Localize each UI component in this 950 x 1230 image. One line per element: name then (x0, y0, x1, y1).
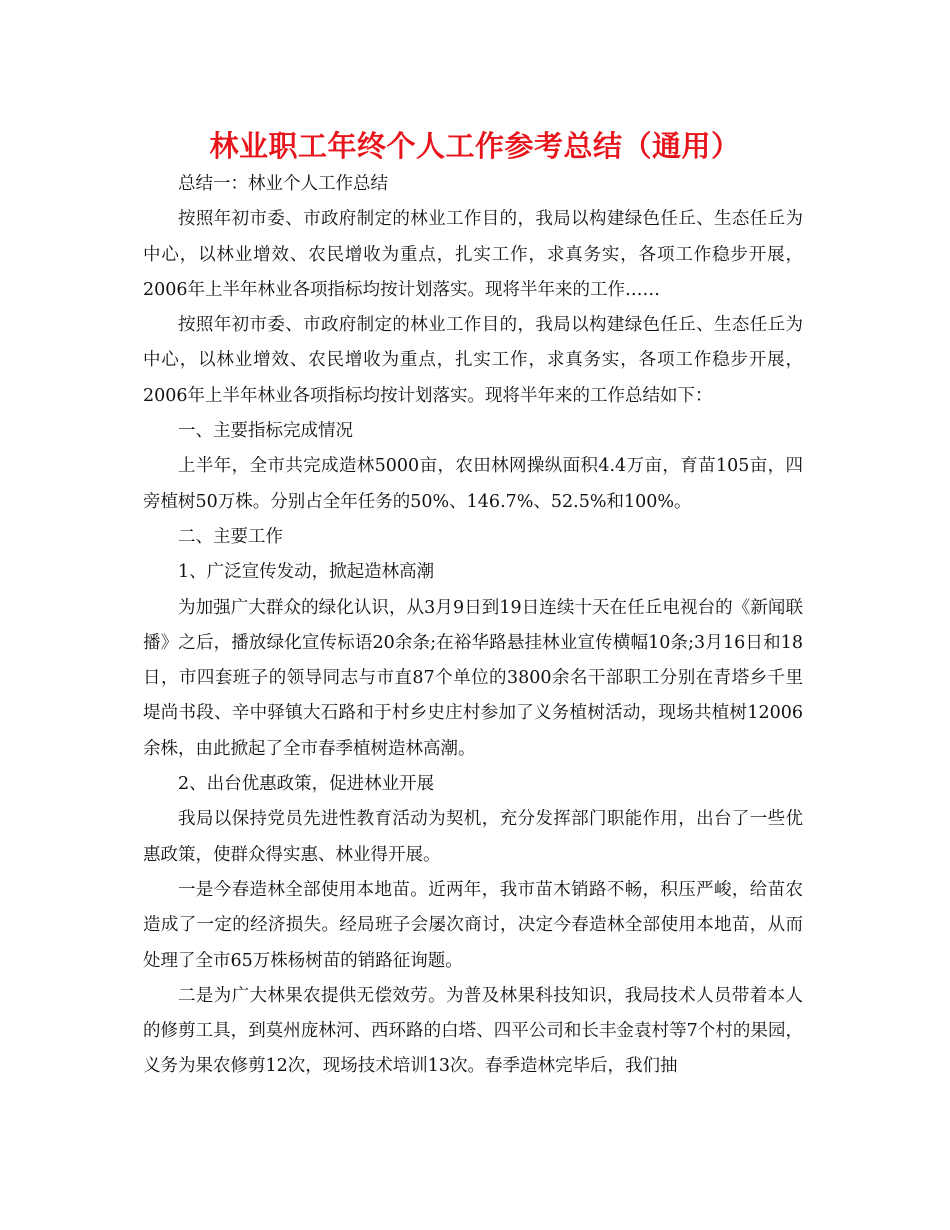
paragraph: 为加强广大群众的绿化认识，从3月9日到19日连续十天在任丘电视台的《新闻联播》之后，播放绿化宣传标语20余条;在裕华路悬挂林业宣传横幅10条;3月16日和18日，市四套班子的领导同志与市直87个单位的3800余名干部职工分别在青塔乡千里堤尚书段、辛中驿镇大石路和于村乡史庄村参加了义务植树活动，现场共植树12006余株，由此掀起了全市春季植树造林高潮。 (143, 597, 803, 759)
paragraph: 上半年，全市共完成造林5000亩，农田林网操纵面积4.4万亩，育苗105亩，四旁植树50万株。分别占全年任务的50%、146.7%、52.5%和100%。 (143, 456, 803, 512)
section-heading: 二、主要工作 (178, 526, 283, 547)
section-heading: 总结一：林业个人工作总结 (178, 174, 388, 194)
paragraph: 按照年初市委、市政府制定的林业工作目的，我局以构建绿色任丘、生态任丘为中心，以林业增效、农民增收为重点，扎实工作，求真务实，各项工作稳步开展，2006年上半年林业各项指标均按计划落实。现将半年来的工作…… (143, 209, 803, 300)
subsection-heading: 1、广泛宣传发动，掀起造林高潮 (178, 562, 435, 583)
paragraph: 二是为广大林果农提供无偿效劳。为普及林果科技知识，我局技术人员带着本人的修剪工具，到莫州庞林河、西环路的白塔、四平公司和长丰金袁村等7个村的果园，义务为果农修剪12次，现场技术培训13次。春季造林完毕后，我们抽 (143, 985, 803, 1077)
document-body (143, 167, 803, 1085)
document-title: 林业职工年终个人工作参考总结（通用） (209, 129, 741, 163)
paragraph: 按照年初市委、市政府制定的林业工作目的，我局以构建绿色任丘、生态任丘为中心，以林业增效、农民增收为重点，扎实工作，求真务实，各项工作稳步开展，2006年上半年林业各项指标均按计划落实。现将半年来的工作总结如下： (143, 315, 803, 406)
paragraph: 我局以保持党员先进性教育活动为契机，充分发挥部门职能作用，出台了一些优惠政策，使群众得实惠、林业得开展。 (143, 809, 803, 865)
subsection-heading: 2、出台优惠政策，促进林业开展 (178, 774, 435, 795)
section-heading: 一、主要指标完成情况 (178, 421, 353, 442)
paragraph: 一是今春造林全部使用本地苗。近两年，我市苗木销路不畅，积压严峻，给苗农造成了一定的经济损失。经局班子会屡次商讨，决定今春造林全部使用本地苗，从而处理了全市65万株杨树苗的销路征询题。 (143, 879, 803, 971)
